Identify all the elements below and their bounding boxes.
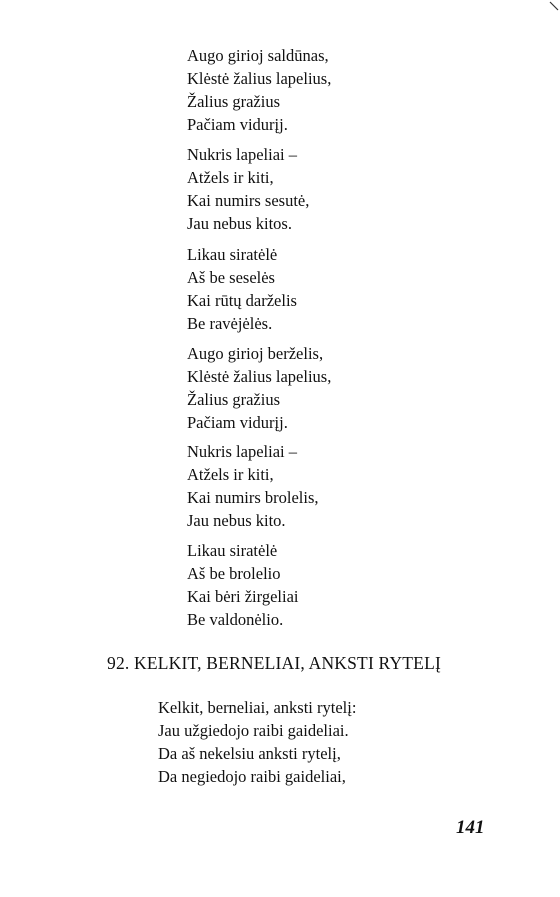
verse-line: Pačiam vidurįj.	[187, 413, 288, 432]
verse-line: Likau siratėlė	[187, 245, 278, 264]
verse-line: Kai numirs brolelis,	[187, 488, 319, 507]
stanza-7	[158, 696, 356, 788]
verse-line: Likau siratėlė	[187, 541, 278, 560]
verse-line: Be valdonėlio.	[187, 610, 284, 629]
page-number: 141	[456, 817, 485, 838]
verse-line: Kai numirs sesutė,	[187, 191, 310, 210]
verse-line: Nukris lapeliai –	[187, 442, 297, 461]
verse-line: Kelkit, berneliai, anksti rytelį:	[158, 698, 357, 717]
verse-line: Jau nebus kitos.	[187, 214, 292, 233]
stanza-1	[187, 44, 331, 136]
verse-line: Klėstė žalius lapelius,	[187, 69, 332, 88]
stanza-4	[187, 342, 331, 434]
verse-line: Da negiedojo raibi gaideliai,	[158, 767, 346, 786]
verse-line: Žalius gražius	[187, 390, 281, 409]
verse-line: Augo girioj berželis,	[187, 344, 324, 363]
verse-line: Klėstė žalius lapelius,	[187, 367, 332, 386]
corner-mark-icon	[548, 0, 560, 14]
stanza-3	[187, 243, 297, 335]
stanza-6	[187, 539, 298, 631]
verse-line: Kai bėri žirgeliai	[187, 587, 299, 606]
verse-line: Da aš nekelsiu anksti rytelį,	[158, 744, 341, 763]
verse-line: Atžels ir kiti,	[187, 465, 274, 484]
stanza-5	[187, 440, 319, 532]
verse-line: Augo girioj saldūnas,	[187, 46, 329, 65]
verse-line: Be ravėjėlės.	[187, 314, 273, 333]
verse-line: Pačiam vidurįj.	[187, 115, 288, 134]
verse-line: Atžels ir kiti,	[187, 168, 274, 187]
verse-line: Jau užgiedojo raibi gaideliai.	[158, 721, 349, 740]
verse-line: Kai rūtų darželis	[187, 291, 297, 310]
stanza-2	[187, 143, 309, 235]
verse-line: Jau nebus kito.	[187, 511, 286, 530]
poem-heading: 92. KELKIT, BERNELIAI, ANKSTI RYTELĮ	[107, 653, 441, 673]
verse-line: Žalius gražius	[187, 92, 281, 111]
verse-line: Nukris lapeliai –	[187, 145, 297, 164]
verse-line: Aš be seselės	[187, 268, 275, 287]
verse-line: Aš be brolelio	[187, 564, 281, 583]
